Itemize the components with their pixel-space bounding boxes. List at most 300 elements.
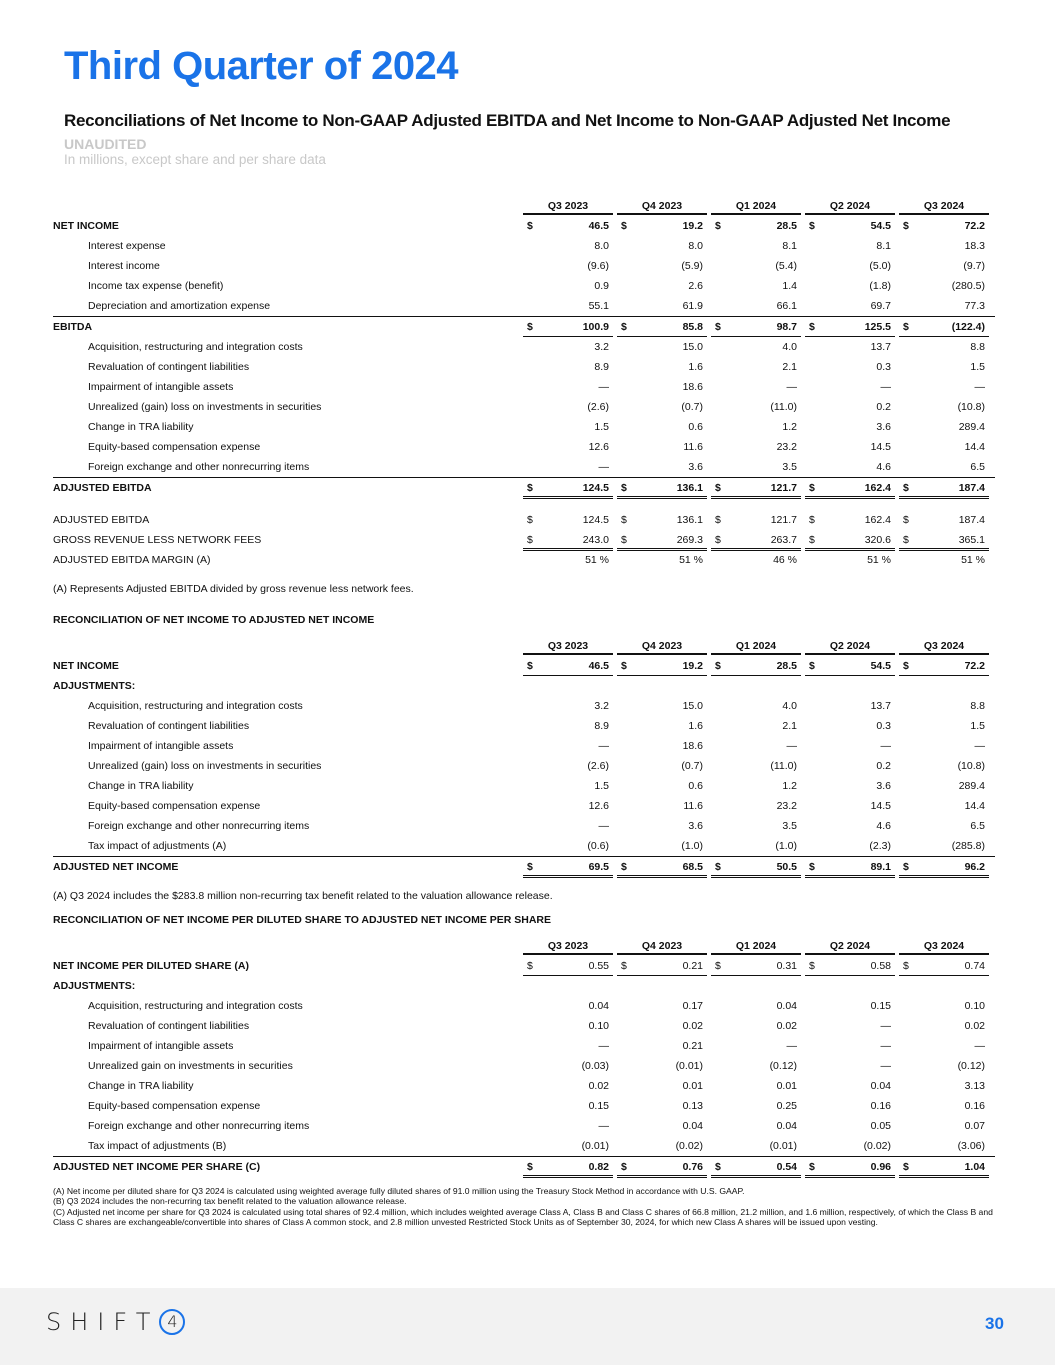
cell-value: 72.2 — [964, 220, 985, 232]
value-cell — [805, 956, 895, 976]
cell-value: — — [786, 1040, 797, 1052]
currency-symbol: $ — [621, 660, 627, 672]
row-label: Tax impact of adjustments (B) — [88, 1140, 227, 1152]
cell-value: 1.6 — [688, 720, 703, 732]
row-label: ADJUSTED EBITDA MARGIN (A) — [53, 554, 211, 566]
cell-value: 14.5 — [870, 441, 891, 453]
value-cell — [617, 696, 707, 715]
value-cell — [899, 530, 989, 551]
table-row — [53, 796, 995, 816]
currency-symbol: $ — [903, 514, 909, 526]
value-cell — [617, 236, 707, 255]
row-label: Acquisition, restructuring and integration costs — [88, 341, 303, 353]
column-header: Q3 2024 — [899, 196, 989, 215]
cell-value: 124.5 — [582, 482, 609, 494]
cell-value: 23.2 — [776, 800, 797, 812]
value-cell — [711, 1036, 801, 1055]
cell-value: — — [598, 381, 609, 393]
logo-text: SHIFT — [46, 1308, 160, 1336]
table-row — [53, 996, 995, 1016]
value-cell — [617, 796, 707, 815]
value-cell — [899, 397, 989, 416]
cell-value: 0.01 — [682, 1080, 703, 1092]
cell-value: 3.13 — [964, 1080, 985, 1092]
cell-value: 0.25 — [776, 1100, 797, 1112]
value-cell — [899, 976, 989, 995]
value-cell — [711, 796, 801, 815]
row-label: ADJUSTMENTS: — [53, 980, 136, 992]
cell-value: 124.5 — [582, 514, 609, 526]
shift4-logo — [46, 1308, 185, 1336]
cell-value: (2.6) — [587, 401, 609, 413]
cell-value: 0.82 — [588, 1161, 609, 1173]
cell-value: 121.7 — [770, 514, 797, 526]
cell-value: 13.7 — [870, 341, 891, 353]
value-cell — [711, 857, 801, 878]
currency-symbol: $ — [715, 220, 721, 232]
cell-value: 51 % — [679, 554, 703, 566]
cell-value: (280.5) — [951, 280, 985, 292]
value-cell — [523, 417, 613, 436]
value-cell — [805, 996, 895, 1015]
value-cell — [711, 736, 801, 755]
currency-symbol: $ — [809, 220, 815, 232]
cell-value: 0.10 — [964, 1000, 985, 1012]
cell-value: — — [598, 1040, 609, 1052]
value-cell — [899, 736, 989, 755]
table-row — [53, 976, 995, 996]
cell-value: (5.4) — [775, 260, 797, 272]
cell-value: 0.2 — [876, 401, 891, 413]
cell-value: 28.5 — [776, 660, 797, 672]
cell-value: (0.7) — [681, 760, 703, 772]
table-row — [53, 457, 995, 477]
value-cell — [711, 216, 801, 235]
value-cell — [805, 1036, 895, 1055]
value-cell — [617, 276, 707, 295]
cell-value: 0.16 — [964, 1100, 985, 1112]
value-cell — [711, 337, 801, 356]
value-cell — [899, 1076, 989, 1095]
table-row — [53, 397, 995, 417]
currency-symbol: $ — [903, 220, 909, 232]
value-cell — [711, 357, 801, 376]
cell-value: 1.04 — [964, 1161, 985, 1173]
column-header: Q4 2023 — [617, 196, 707, 215]
footnote-c: (C) Adjusted net income per share for Q3 2024 is calculated using total shares of 92.4 million, which includes weighted average Class A, Class B and Class C shares of 66.8 million, 21.2 million, and 1.6 million, respectively, of which the Class B and Class C shares are exchangeable/convertible into shares of Class A common stock, and 2.8 million unvested Restricted Stock Units as of September 30, 2024, for which new Class A shares will be issued upon vesting. — [53, 1206, 993, 1227]
cell-value: 0.3 — [876, 720, 891, 732]
value-cell — [805, 216, 895, 235]
value-cell — [617, 1136, 707, 1155]
value-cell — [617, 976, 707, 995]
value-cell — [711, 510, 801, 529]
currency-symbol: $ — [809, 321, 815, 333]
cell-value: 0.21 — [682, 960, 703, 972]
value-cell — [711, 756, 801, 775]
value-cell — [711, 996, 801, 1015]
value-cell — [805, 1157, 895, 1178]
ebitda-table — [53, 196, 995, 498]
row-label: ADJUSTED EBITDA — [53, 482, 152, 494]
table-row — [53, 1036, 995, 1056]
value-cell — [805, 857, 895, 878]
cell-value: 50.5 — [776, 861, 797, 873]
currency-symbol: $ — [715, 960, 721, 972]
table-row — [53, 1156, 995, 1177]
value-cell — [805, 510, 895, 529]
currency-symbol: $ — [621, 861, 627, 873]
table-row — [53, 296, 995, 316]
value-cell — [523, 996, 613, 1015]
value-cell — [899, 317, 989, 337]
cell-value: 1.4 — [782, 280, 797, 292]
value-cell — [617, 417, 707, 436]
cell-value: 3.6 — [876, 421, 891, 433]
cell-value: 89.1 — [870, 861, 891, 873]
cell-value: 187.4 — [958, 514, 985, 526]
value-cell — [523, 816, 613, 835]
cell-value: 54.5 — [870, 220, 891, 232]
currency-symbol: $ — [527, 861, 533, 873]
value-cell — [899, 377, 989, 396]
cell-value: 0.54 — [776, 1161, 797, 1173]
cell-value: 1.5 — [594, 780, 609, 792]
cell-value: 121.7 — [770, 482, 797, 494]
value-cell — [523, 1016, 613, 1035]
value-cell — [899, 816, 989, 835]
cell-value: (0.12) — [769, 1060, 797, 1072]
row-label: ADJUSTED NET INCOME PER SHARE (C) — [53, 1161, 261, 1173]
value-cell — [711, 976, 801, 995]
value-cell — [805, 1116, 895, 1135]
table-row — [53, 236, 995, 256]
value-cell — [523, 437, 613, 456]
cell-value: 4.0 — [782, 700, 797, 712]
value-cell — [711, 696, 801, 715]
column-header: Q2 2024 — [805, 196, 895, 215]
cell-value: 0.3 — [876, 361, 891, 373]
cell-value: 12.6 — [588, 441, 609, 453]
cell-value: 96.2 — [964, 861, 985, 873]
cell-value: 72.2 — [964, 660, 985, 672]
currency-symbol: $ — [621, 960, 627, 972]
cell-value: 8.8 — [970, 700, 985, 712]
row-label: NET INCOME PER DILUTED SHARE (A) — [53, 960, 250, 972]
row-label: Equity-based compensation expense — [88, 800, 261, 812]
value-cell — [523, 836, 613, 855]
cell-value: (0.01) — [769, 1140, 797, 1152]
value-cell — [617, 457, 707, 476]
cell-value: (0.02) — [863, 1140, 891, 1152]
cell-value: 6.5 — [970, 461, 985, 473]
cell-value: 0.02 — [776, 1020, 797, 1032]
currency-symbol: $ — [809, 534, 815, 546]
row-label: ADJUSTED NET INCOME — [53, 861, 179, 873]
value-cell — [899, 676, 989, 695]
row-label: Unrealized (gain) loss on investments in securities — [88, 760, 322, 772]
cell-value: 8.1 — [782, 240, 797, 252]
cell-value: 68.5 — [682, 861, 703, 873]
row-label: ADJUSTMENTS: — [53, 680, 136, 692]
value-cell — [711, 1016, 801, 1035]
cell-value: 51 % — [585, 554, 609, 566]
currency-symbol: $ — [809, 861, 815, 873]
cell-value: 3.6 — [688, 461, 703, 473]
row-label: Change in TRA liability — [88, 780, 194, 792]
cell-value: 23.2 — [776, 441, 797, 453]
cell-value: 125.5 — [864, 321, 891, 333]
cell-value: 0.6 — [688, 421, 703, 433]
value-cell — [805, 437, 895, 456]
value-cell — [805, 478, 895, 499]
value-cell — [711, 1056, 801, 1075]
cell-value: 15.0 — [682, 700, 703, 712]
row-label: Revaluation of contingent liabilities — [88, 1020, 250, 1032]
cell-value: (0.01) — [675, 1060, 703, 1072]
value-cell — [711, 956, 801, 976]
value-cell — [617, 736, 707, 755]
value-cell — [899, 1016, 989, 1035]
currency-symbol: $ — [621, 534, 627, 546]
cell-value: 18.3 — [964, 240, 985, 252]
value-cell — [899, 337, 989, 356]
column-header: Q3 2023 — [523, 196, 613, 215]
value-cell — [711, 457, 801, 476]
value-cell — [617, 716, 707, 735]
value-cell — [899, 956, 989, 976]
value-cell — [805, 457, 895, 476]
value-cell — [617, 296, 707, 315]
value-cell — [899, 796, 989, 815]
value-cell — [899, 357, 989, 376]
value-cell — [805, 417, 895, 436]
adjusted-net-income-table — [53, 636, 995, 877]
value-cell — [711, 256, 801, 275]
value-cell — [711, 550, 801, 569]
value-cell — [899, 1056, 989, 1075]
cell-value: 8.9 — [594, 361, 609, 373]
value-cell — [523, 1136, 613, 1155]
cell-value: (2.6) — [587, 760, 609, 772]
value-cell — [899, 276, 989, 295]
column-header-row — [53, 636, 995, 656]
cell-value: 8.8 — [970, 341, 985, 353]
value-cell — [805, 1096, 895, 1115]
column-header: Q3 2024 — [899, 936, 989, 955]
value-cell — [617, 1157, 707, 1178]
currency-symbol: $ — [527, 660, 533, 672]
value-cell — [617, 397, 707, 416]
table-row — [53, 276, 995, 296]
table-row — [53, 736, 995, 756]
value-cell — [805, 256, 895, 275]
cell-value: — — [598, 820, 609, 832]
value-cell — [523, 457, 613, 476]
value-cell — [523, 1056, 613, 1075]
cell-value: — — [974, 1040, 985, 1052]
value-cell — [899, 1096, 989, 1115]
value-cell — [711, 236, 801, 255]
value-cell — [523, 756, 613, 775]
value-cell — [523, 796, 613, 815]
cell-value: (9.6) — [587, 260, 609, 272]
value-cell — [805, 1076, 895, 1095]
cell-value: (0.7) — [681, 401, 703, 413]
unaudited-label: UNAUDITED — [64, 136, 147, 152]
value-cell — [805, 676, 895, 695]
cell-value: 51 % — [867, 554, 891, 566]
value-cell — [805, 530, 895, 551]
value-cell — [617, 550, 707, 569]
currency-symbol: $ — [715, 1161, 721, 1173]
value-cell — [899, 437, 989, 456]
value-cell — [617, 776, 707, 795]
value-cell — [523, 776, 613, 795]
value-cell — [523, 676, 613, 695]
table-row — [53, 316, 995, 337]
value-cell — [805, 976, 895, 995]
cell-value: 46 % — [773, 554, 797, 566]
value-cell — [805, 337, 895, 356]
cell-value: 3.6 — [688, 820, 703, 832]
row-label: EBITDA — [53, 321, 93, 333]
value-cell — [899, 236, 989, 255]
value-cell — [617, 216, 707, 235]
cell-value: 289.4 — [958, 421, 985, 433]
value-cell — [523, 256, 613, 275]
row-label: Revaluation of contingent liabilities — [88, 720, 250, 732]
table-row — [53, 1016, 995, 1036]
value-cell — [805, 397, 895, 416]
value-cell — [899, 1036, 989, 1055]
cell-value: 0.07 — [964, 1120, 985, 1132]
value-cell — [899, 1136, 989, 1155]
currency-symbol: $ — [809, 660, 815, 672]
value-cell — [805, 776, 895, 795]
row-label: Income tax expense (benefit) — [88, 280, 224, 292]
value-cell — [617, 437, 707, 456]
table-row — [53, 956, 995, 976]
cell-value: (11.0) — [770, 760, 797, 772]
cell-value: 0.02 — [964, 1020, 985, 1032]
value-cell — [805, 716, 895, 735]
column-header: Q2 2024 — [805, 936, 895, 955]
cell-value: 365.1 — [958, 534, 985, 546]
cell-value: (0.6) — [587, 840, 609, 852]
cell-value: 0.10 — [588, 1020, 609, 1032]
row-label: NET INCOME — [53, 220, 119, 232]
cell-value: 14.5 — [870, 800, 891, 812]
value-cell — [899, 256, 989, 275]
row-label: Depreciation and amortization expense — [88, 300, 271, 312]
value-cell — [899, 836, 989, 855]
table-row — [53, 696, 995, 716]
value-cell — [899, 216, 989, 235]
row-label: Revaluation of contingent liabilities — [88, 361, 250, 373]
cell-value: 51 % — [961, 554, 985, 566]
value-cell — [523, 696, 613, 715]
cell-value: 289.4 — [958, 780, 985, 792]
cell-value: — — [880, 740, 891, 752]
row-label: Tax impact of adjustments (A) — [88, 840, 227, 852]
cell-value: (1.8) — [869, 280, 891, 292]
page-title: Third Quarter of 2024 — [64, 44, 459, 88]
currency-symbol: $ — [527, 220, 533, 232]
value-cell — [711, 776, 801, 795]
currency-symbol: $ — [809, 1161, 815, 1173]
cell-value: 320.6 — [864, 534, 891, 546]
currency-symbol: $ — [903, 1161, 909, 1173]
table-row — [53, 510, 995, 530]
value-cell — [523, 1036, 613, 1055]
value-cell — [711, 716, 801, 735]
cell-value: (5.9) — [681, 260, 703, 272]
value-cell — [711, 317, 801, 337]
row-label: Foreign exchange and other nonrecurring items — [88, 820, 310, 832]
row-label: Foreign exchange and other nonrecurring items — [88, 1120, 310, 1132]
cell-value: 269.3 — [676, 534, 703, 546]
cell-value: 1.5 — [970, 361, 985, 373]
value-cell — [523, 1157, 613, 1178]
value-cell — [523, 530, 613, 551]
value-cell — [711, 296, 801, 315]
currency-symbol: $ — [527, 1161, 533, 1173]
table-row — [53, 377, 995, 397]
value-cell — [523, 478, 613, 499]
row-label: Interest income — [88, 260, 160, 272]
value-cell — [899, 296, 989, 315]
value-cell — [523, 1096, 613, 1115]
table-row — [53, 1056, 995, 1076]
cell-value: 19.2 — [682, 660, 703, 672]
value-cell — [617, 530, 707, 551]
cell-value: 1.2 — [782, 421, 797, 433]
cell-value: 0.04 — [776, 1000, 797, 1012]
value-cell — [523, 276, 613, 295]
cell-value: 8.1 — [876, 240, 891, 252]
cell-value: 0.31 — [776, 960, 797, 972]
cell-value: 8.9 — [594, 720, 609, 732]
value-cell — [617, 377, 707, 396]
table-row — [53, 836, 995, 856]
table-row — [53, 550, 995, 570]
cell-value: 187.4 — [958, 482, 985, 494]
cell-value: 19.2 — [682, 220, 703, 232]
value-cell — [805, 696, 895, 715]
value-cell — [711, 478, 801, 499]
cell-value: 1.5 — [970, 720, 985, 732]
ebitda-footnote: (A) Represents Adjusted EBITDA divided by gross revenue less network fees. — [53, 583, 414, 595]
value-cell — [523, 956, 613, 976]
cell-value: 2.1 — [782, 361, 797, 373]
table-row — [53, 337, 995, 357]
column-header-row — [53, 196, 995, 216]
value-cell — [711, 1096, 801, 1115]
cell-value: — — [880, 1060, 891, 1072]
table-row — [53, 756, 995, 776]
value-cell — [899, 417, 989, 436]
adjusted-net-income-section-title: RECONCILIATION OF NET INCOME TO ADJUSTED NET INCOME — [53, 614, 375, 626]
cell-value: 4.6 — [876, 461, 891, 473]
value-cell — [523, 736, 613, 755]
table-row — [53, 216, 995, 236]
row-label: Impairment of intangible assets — [88, 1040, 234, 1052]
units-note: In millions, except share and per share data — [64, 152, 326, 167]
column-header: Q4 2023 — [617, 936, 707, 955]
value-cell — [523, 510, 613, 529]
cell-value: 0.6 — [688, 780, 703, 792]
value-cell — [899, 716, 989, 735]
